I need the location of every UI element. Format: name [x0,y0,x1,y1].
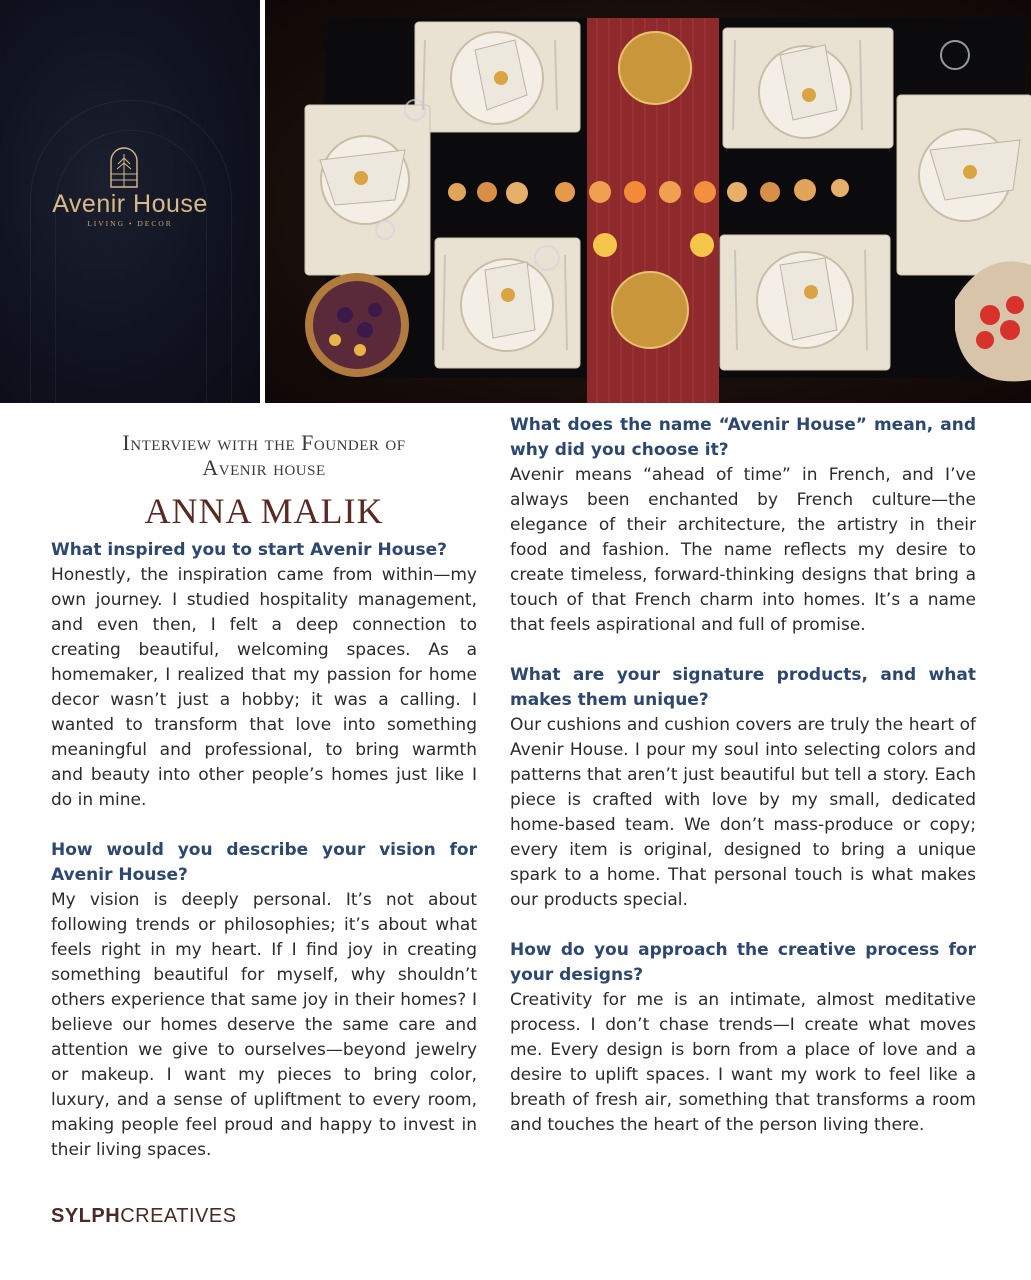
interview-title [51,430,477,480]
question-5: How do you approach the creative process for your designs? [510,940,976,985]
answer-5: Creativity for me is an intimate, almost meditative process. I don’t chase trends—I create what moves me. Every design is born from a place of love and a desire to uplift spaces. I want my work to feel like a breath of fresh air, something that transforms a room and touches the heart of the person living there. [510,990,976,1135]
founder-name: ANNA MALIK [144,491,384,531]
brand-tagline: LIVING • DECOR [87,219,173,228]
arch-tree-logo-icon [109,146,139,188]
brand-logo-panel [0,0,260,403]
answer-1: Honestly, the inspiration came from within—my own journey. I studied hospitality management, and even then, I felt a deep connection to creating beautiful, welcoming spaces. As a homemaker, I realized that my passion for home decor wasn’t just a hobby; it was a calling. I wanted to transform that love into something meaningful and professional, to bring warmth and beauty into other people’s homes just like I do in mine. [51,565,477,810]
answer-3: Avenir means “ahead of time” in French, and I’ve always been enchanted by French culture—the elegance of their architecture, the artistry in their food and fashion. The name reflects my desire to create timeless, forward-thinking designs that bring a touch of that French charm into homes. It’s a name that feels aspirational and full of promise. [510,465,976,635]
publisher-name-regular: CREATIVES [120,1205,237,1227]
publisher-name-bold: SYLPH [51,1205,121,1227]
right-column [510,413,976,1163]
brand-name: Avenir House [52,190,208,218]
interview-title-line2: Avenir house [202,455,326,480]
question-2: How would you describe your vision for Avenir House? [51,840,477,885]
question-4: What are your signature products, and what makes them unique? [510,665,976,710]
dining-table-setting-photo [265,0,1031,403]
answer-4: Our cushions and cushion covers are truly the heart of Avenir House. I pour my soul into selecting colors and patterns that aren’t just beautiful but tell a story. Each piece is crafted with love by my small, dedicated home-based team. We don’t mass-produce or copy; every item is original, designed to bring a unique spark to a home. That personal touch is what makes our products special. [510,715,976,910]
question-1: What inspired you to start Avenir House? [51,540,447,560]
question-3: What does the name “Avenir House” mean, and why did you choose it? [510,415,976,460]
publisher-footer [51,1205,237,1228]
left-column [51,430,477,1188]
answer-2: My vision is deeply personal. It’s not about following trends or philosophies; it’s about what feels right in my heart. If I find joy in creating something beautiful for myself, why shouldn’t others experience that same joy in their homes? I believe our homes deserve the same care and attention we give to ourselves—beyond jewelry or makeup. I want my pieces to bring color, luxury, and a sense of upliftment to every room, making people feel proud and happy to invest in their living spaces. [51,890,477,1160]
interview-title-line1: Interview with the Founder of [122,430,406,455]
